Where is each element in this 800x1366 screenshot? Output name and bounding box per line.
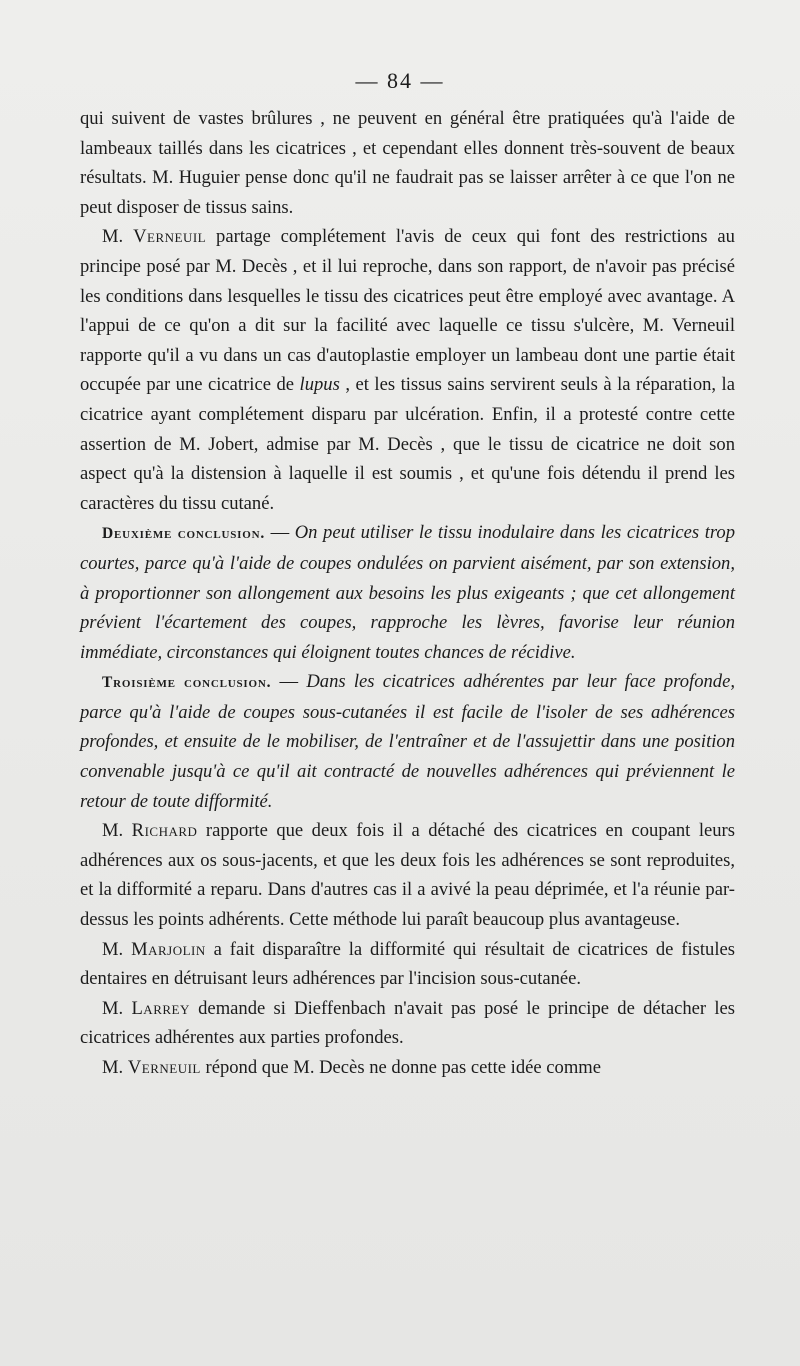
speaker-name: Verneuil — [133, 226, 207, 248]
speaker-prefix: M. — [102, 820, 132, 842]
conclusion-label: Deuxième conclusion. — [102, 525, 265, 543]
paragraph-text: demande si Dieffenbach n'avait pas posé le principe de détacher les cicatrices adhérentes aux parties profondes. — [80, 997, 735, 1049]
paragraph-verneuil-reply — [80, 1053, 735, 1083]
paragraph-second-conclusion — [80, 518, 735, 667]
paragraph-verneuil — [80, 222, 735, 518]
speaker-name: Richard — [131, 820, 198, 842]
conclusion-label: Troisième conclusion. — [102, 674, 272, 692]
page-number: — 84 — — [355, 68, 445, 93]
paragraph-larrey — [80, 994, 735, 1053]
speaker-prefix: M. — [102, 938, 132, 960]
conclusion-text: On peut utiliser le tissu inodulaire dans les cicatrices trop courtes, parce qu'à l'aide de coupes ondulées on parvient aisément, par son extension, à proportionner son allongement aux besoins les plus exigeants ; que cet allongement prévient l'écartement des coupes, rapproche les lèvres, favorise leur réunion immédiate, circonstances qui éloignent toutes chances de récidive. — [80, 522, 735, 663]
body-text — [80, 104, 735, 1083]
paragraph-text: a fait disparaître la difformité qui résultait de cicatrices de fistules dentaires en détruisant leurs adhérences par l'incision sous-cutanée. — [80, 938, 735, 990]
dash: — — [265, 522, 295, 544]
speaker-prefix: M. — [102, 997, 132, 1019]
speaker-prefix: M. — [102, 226, 134, 248]
speaker-name: Verneuil — [127, 1057, 201, 1078]
paragraph-text: partage complétement l'avis de ceux qui font des restrictions au principe posé par M. Decès , et il lui reproche, dans son rapport, de n'avoir pas précisé les conditions dans lesquelles le tissu des cicatrices peut être employé avec avantage. A l'appui de ce qu'on a dit sur la facilité avec laquelle ce tissu s'ulcère, M. Verneuil rapporte qu'il a vu dans un cas d'autoplastie employer un lambeau dont une partie était occupée par une cicatrice de — [80, 226, 735, 396]
paragraph-richard — [80, 816, 735, 934]
latin-term: lupus — [299, 374, 340, 396]
paragraph-text: , et les tissus sains servirent seuls à la réparation, la cicatrice ayant complétement disparu par ulcération. Enfin, il a protesté contre cette assertion de M. Jobert, admise par M. Decès , que le tissu de cicatrice ne doit son aspect qu'à la distension à laquelle il est soumis , et qu'une fois détendu il prend les caractères du tissu cutané. — [80, 374, 735, 514]
conclusion-text: Dans les cicatrices adhérentes par leur face profonde, parce qu'à l'aide de coupes sous-cutanées il est facile de l'isoler de ses adhérences profondes, et ensuite de le mobiliser, de l'entraîner et de l'assujettir dans une position convenable jusqu'à ce qu'il ait contracté de nouvelles adhérences qui préviennent le retour de toute difformité. — [80, 671, 735, 812]
dash: — — [271, 671, 307, 693]
speaker-name: Larrey — [131, 997, 190, 1019]
paragraph-continuation: qui suivent de vastes brûlures , ne peuvent en général être pratiquées qu'à l'aide de lambeaux taillés dans les cicatrices , et cependant elles donnent très-souvent de beaux résultats. M. Huguier pense donc qu'il ne faudrait pas se laisser arrêter à ce que l'on ne peut disposer de tissus sains. — [80, 108, 735, 218]
paragraph-third-conclusion — [80, 667, 735, 816]
paragraph-text: répond que M. Decès ne donne pas cette idée comme — [200, 1057, 602, 1078]
speaker-prefix: M. — [102, 1057, 128, 1078]
paragraph-marjolin — [80, 935, 735, 994]
paragraph-text: rapporte que deux fois il a détaché des cicatrices en coupant leurs adhérences aux os sous-jacents, et que les deux fois les adhérences se sont reproduites, et la difformité a reparu. Dans d'autres cas il a avivé la peau déprimée, et l'a réunie par-dessus les points adhérents. Cette méthode lui paraît beaucoup plus avantageuse. — [80, 820, 735, 931]
speaker-name: Marjolin — [131, 938, 206, 960]
